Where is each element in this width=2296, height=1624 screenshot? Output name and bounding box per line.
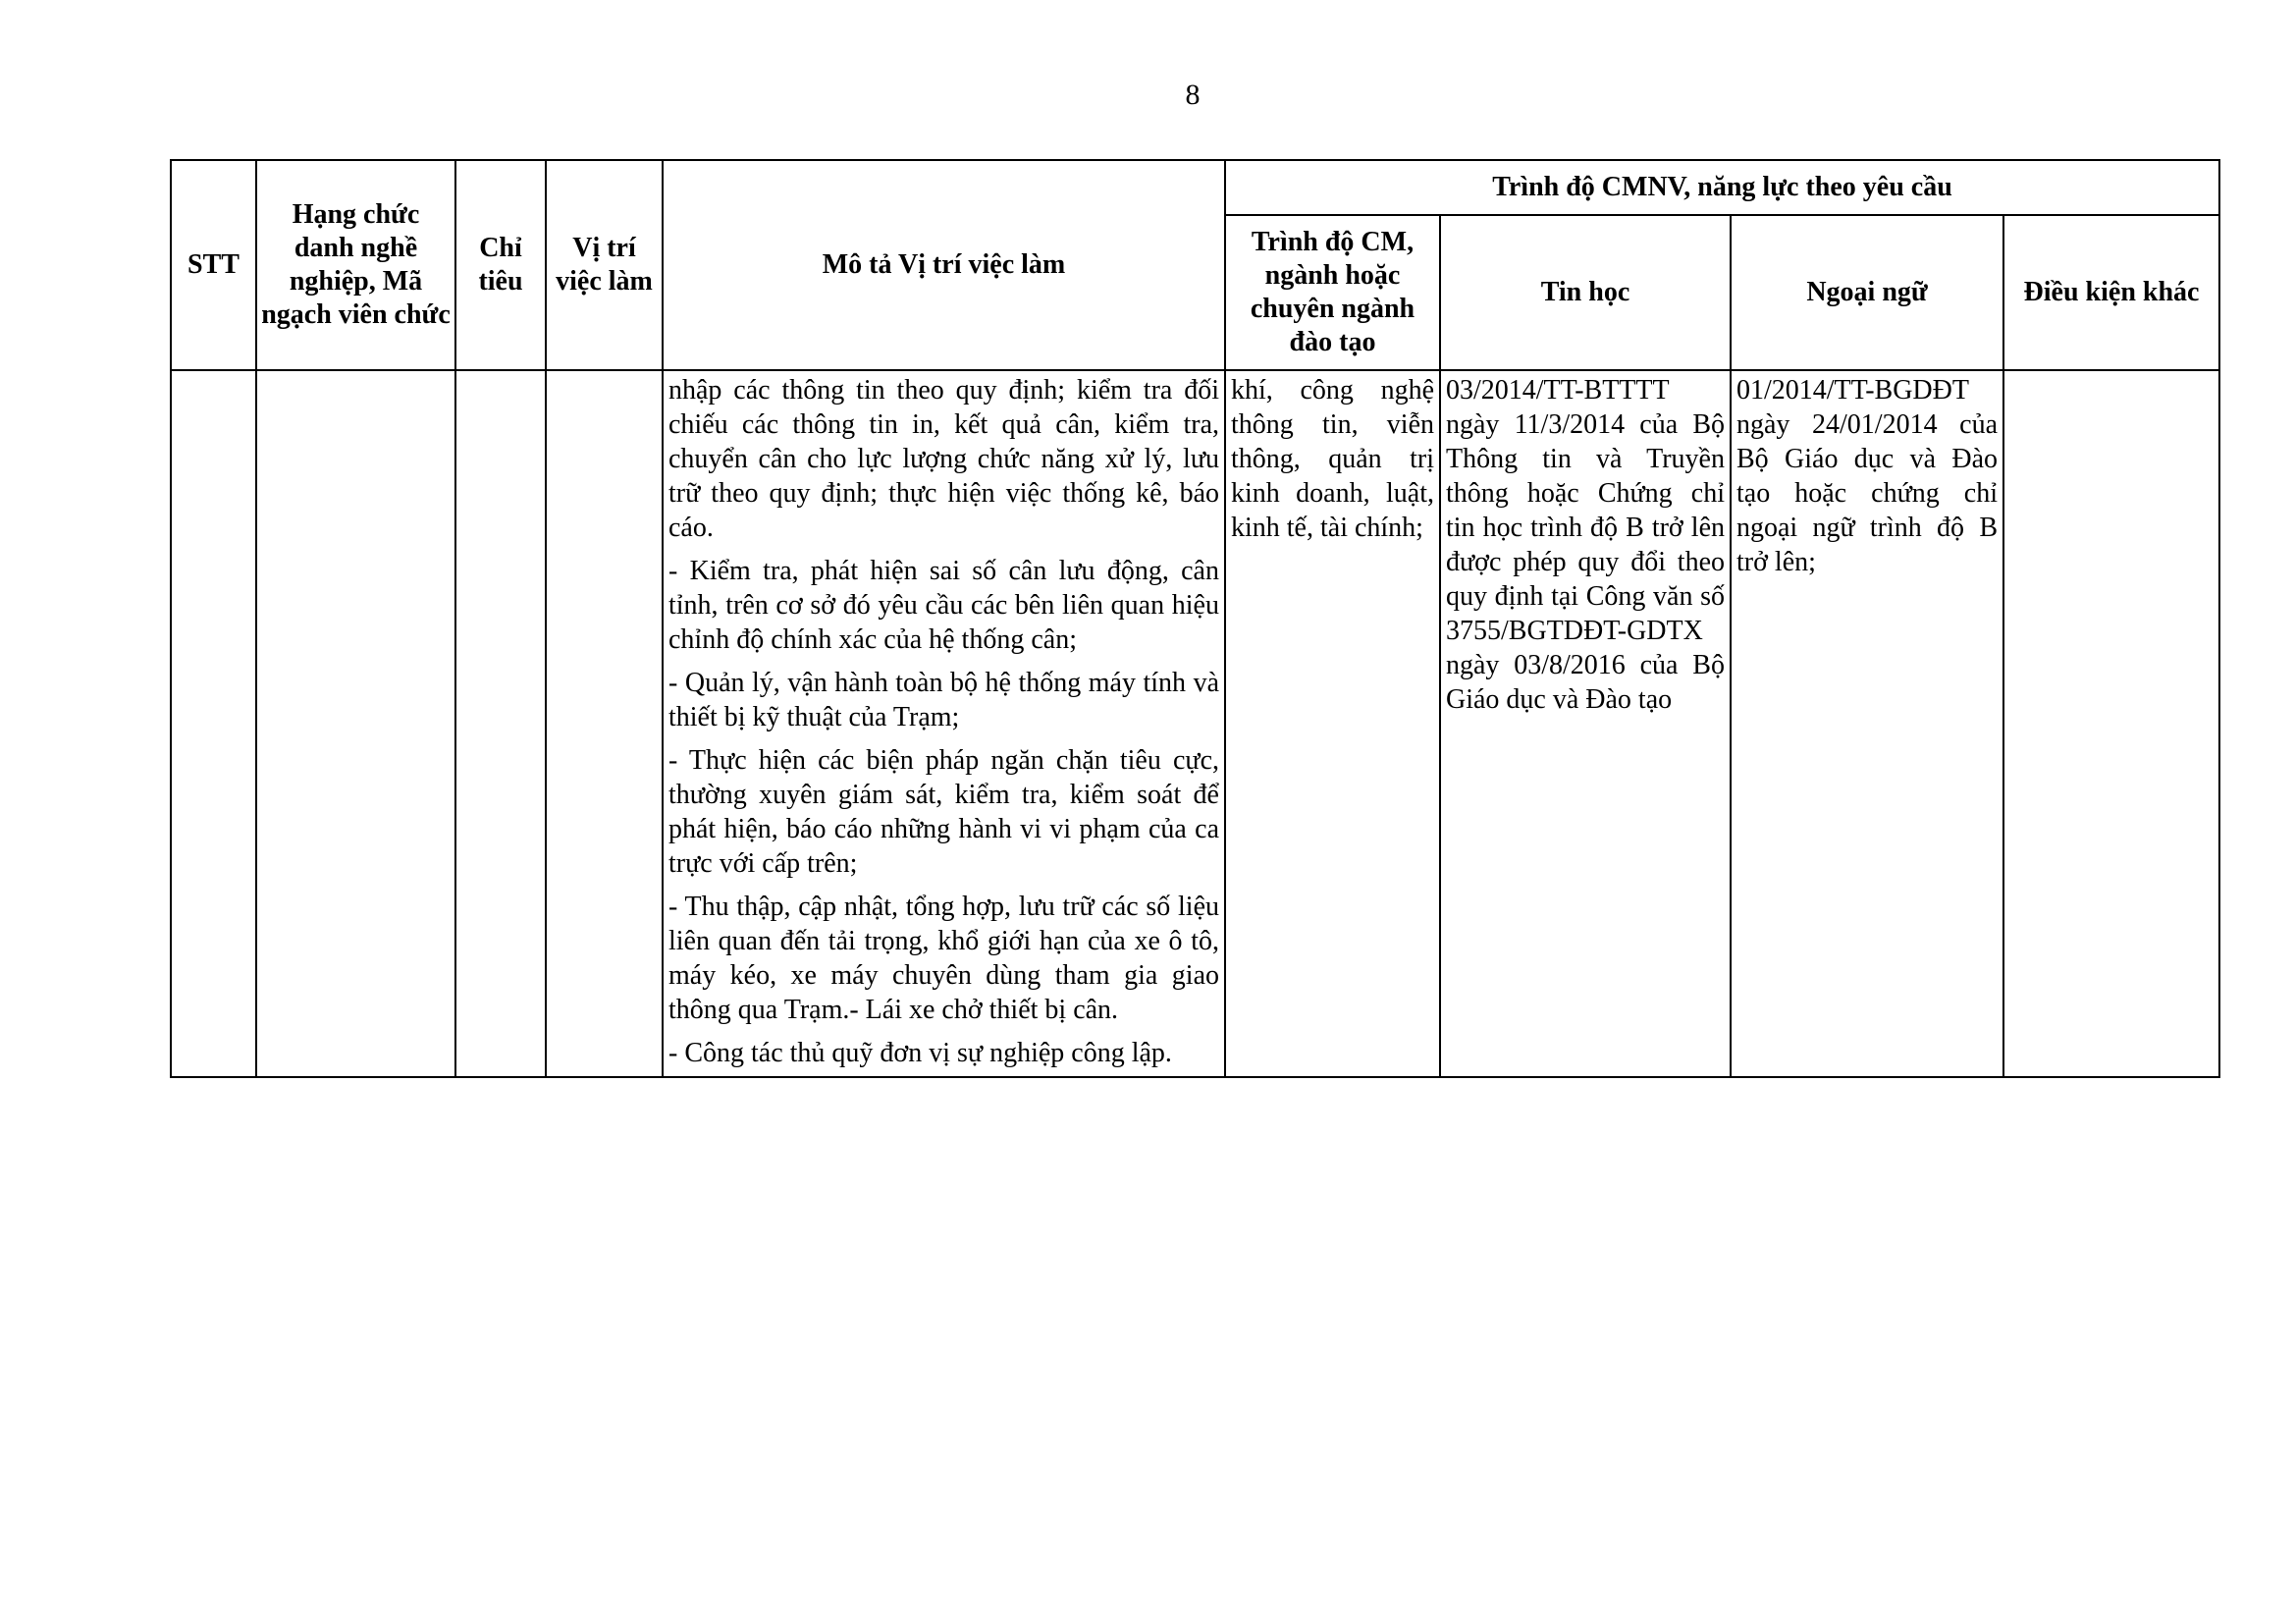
- mo-ta-paragraph: nhập các thông tin theo quy định; kiểm tra đối chiếu các thông tin in, kết quả cân, kiểm tra, chuyển cân cho lực lượng chức năng xử lý, lưu trữ theo quy định; thực hiện việc thống kê, báo cáo.: [668, 375, 1219, 543]
- cell-hang-chuc-danh: [256, 370, 455, 1077]
- header-trinh-do-cm: Trình độ CM, ngành hoặc chuyên ngành đào tạo: [1225, 215, 1440, 370]
- table-row: [171, 370, 2219, 1077]
- cell-tin-hoc: 03/2014/TT-BTTTT ngày 11/3/2014 của Bộ Thông tin và Truyền thông hoặc Chứng chỉ tin học trình độ B trở lên được phép quy đổi theo quy định tại Công văn số 3755/BGTDĐT-GDTX ngày 03/8/2016 của Bộ Giáo dục và Đào tạo: [1440, 370, 1731, 1077]
- cell-stt: [171, 370, 256, 1077]
- header-mo-ta: Mô tả Vị trí việc làm: [663, 160, 1225, 370]
- header-dieu-kien-khac: Điều kiện khác: [2003, 215, 2219, 370]
- cell-trinh-do-cm: khí, công nghệ thông tin, viễn thông, quản trị kinh doanh, luật, kinh tế, tài chính;: [1225, 370, 1440, 1077]
- mo-ta-paragraph: - Thực hiện các biện pháp ngăn chặn tiêu cực, thường xuyên giám sát, kiểm tra, kiểm soát để phát hiện, báo cáo những hành vi vi phạm của ca trực với cấp trên;: [668, 745, 1219, 879]
- cell-chi-tieu: [455, 370, 546, 1077]
- mo-ta-paragraph: - Kiểm tra, phát hiện sai số cân lưu động, cân tỉnh, trên cơ sở đó yêu cầu các bên liên quan hiệu chỉnh độ chính xác của hệ thống cân;: [668, 556, 1219, 655]
- cell-mo-ta: [663, 370, 1225, 1077]
- page-number: 8: [1185, 79, 1201, 111]
- header-stt: STT: [171, 160, 256, 370]
- header-hang-chuc-danh: Hạng chức danh nghề nghiệp, Mã ngạch viên chức: [256, 160, 455, 370]
- mo-ta-paragraph: - Thu thập, cập nhật, tổng hợp, lưu trữ các số liệu liên quan đến tải trọng, khổ giới hạn của xe ô tô, máy kéo, xe máy chuyên dùng tham gia giao thông qua Trạm.- Lái xe chở thiết bị cân.: [668, 892, 1219, 1025]
- cell-vi-tri: [546, 370, 663, 1077]
- job-position-table: [170, 159, 2220, 1078]
- header-ngoai-ngu: Ngoại ngữ: [1731, 215, 2003, 370]
- mo-ta-paragraph: - Công tác thủ quỹ đơn vị sự nghiệp công lập.: [668, 1038, 1172, 1068]
- cell-dieu-kien-khac: [2003, 370, 2219, 1077]
- cell-ngoai-ngu: 01/2014/TT-BGDĐT ngày 24/01/2014 của Bộ Giáo dục và Đào tạo hoặc chứng chỉ ngoại ngữ trình độ B trở lên;: [1731, 370, 2003, 1077]
- header-chi-tieu: Chỉ tiêu: [455, 160, 546, 370]
- header-tin-hoc: Tin học: [1440, 215, 1731, 370]
- header-group-trinh-do: Trình độ CMNV, năng lực theo yêu cầu: [1225, 160, 2219, 215]
- mo-ta-paragraph: - Quản lý, vận hành toàn bộ hệ thống máy tính và thiết bị kỹ thuật của Trạm;: [668, 668, 1219, 732]
- header-vi-tri: Vị trí việc làm: [546, 160, 663, 370]
